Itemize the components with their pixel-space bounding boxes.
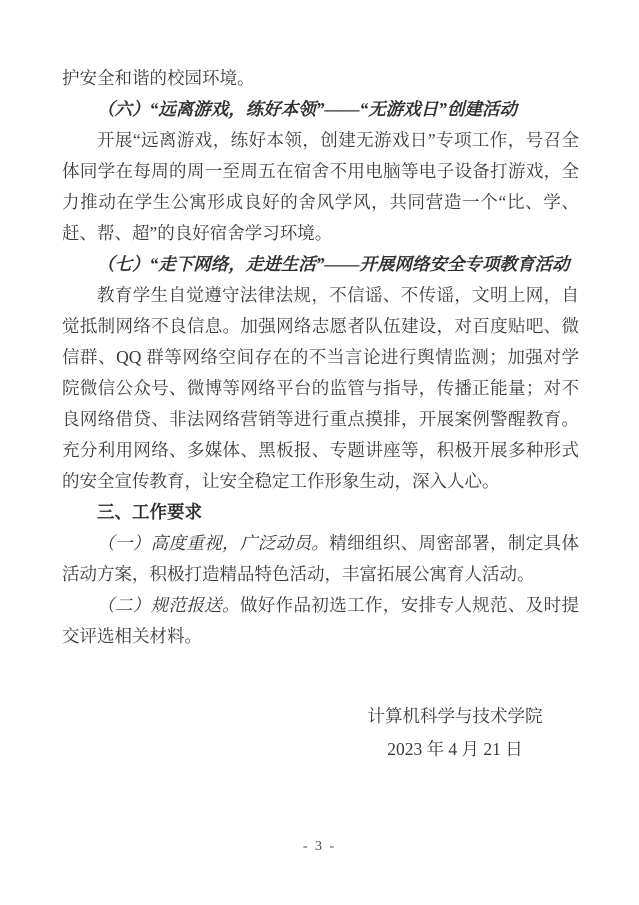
paragraph-item-six: 开展“远离游戏，练好本领，创建无游戏日”专项工作，号召全体同学在每周的周一至周五在宿舍不用电脑等电子设备打游戏，全力推动在学生公寓形成良好的舍风学风，共同营造一个“比、学、赶、帮、超”的良好宿舍学习环境。 (62, 130, 579, 243)
heading-item-seven: （七）“走下网络，走进生活”——开展网络安全专项教育活动 (97, 254, 570, 274)
signature-date: 2023 年 4 月 21 日 (387, 739, 523, 759)
heading-work-requirements: 三、工作要求 (97, 502, 202, 522)
signature-block (335, 700, 575, 766)
paragraph-continuation: 护安全和谐的校园环境。 (62, 68, 255, 88)
signature-organization: 计算机科学与技术学院 (367, 706, 543, 726)
paragraph-item-seven: 教育学生自觉遵守法律法规，不信谣、不传谣，文明上网，自觉抵制网络不良信息。加强网络志愿者队伍建设，对百度贴吧、微信群、QQ 群等网络空间存在的不当言论进行舆情监测；加强对学院微信公众号、微博等网络平台的监管与指导，传播正能量；对不良网络借贷、非法网络营销等进行重点摸排，开展案例警醒教育。充分利用网络、多媒体、黑板报、专题讲座等，积极开展多种形式的安全宣传教育，让安全稳定工作形象生动，深入人心。 (62, 285, 579, 491)
paragraph-requirement-one (62, 528, 579, 590)
requirement-two-body: 做好作品初选工作，安排专人规范、及时提交评选相关材料。 (62, 595, 580, 646)
page-number: - 3 - (302, 839, 337, 854)
heading-item-six: （六）“远离游戏，练好本领”——“无游戏日”创建活动 (97, 99, 517, 119)
requirement-one-body: 精细组织、周密部署，制定具体活动方案，积极打造精品特色活动，丰富拓展公寓育人活动。 (62, 533, 579, 584)
requirement-two-lead: （二）规范报送。 (97, 595, 240, 615)
requirement-one-lead: （一）高度重视，广泛动员。 (97, 533, 330, 553)
paragraph-requirement-two (62, 590, 579, 652)
